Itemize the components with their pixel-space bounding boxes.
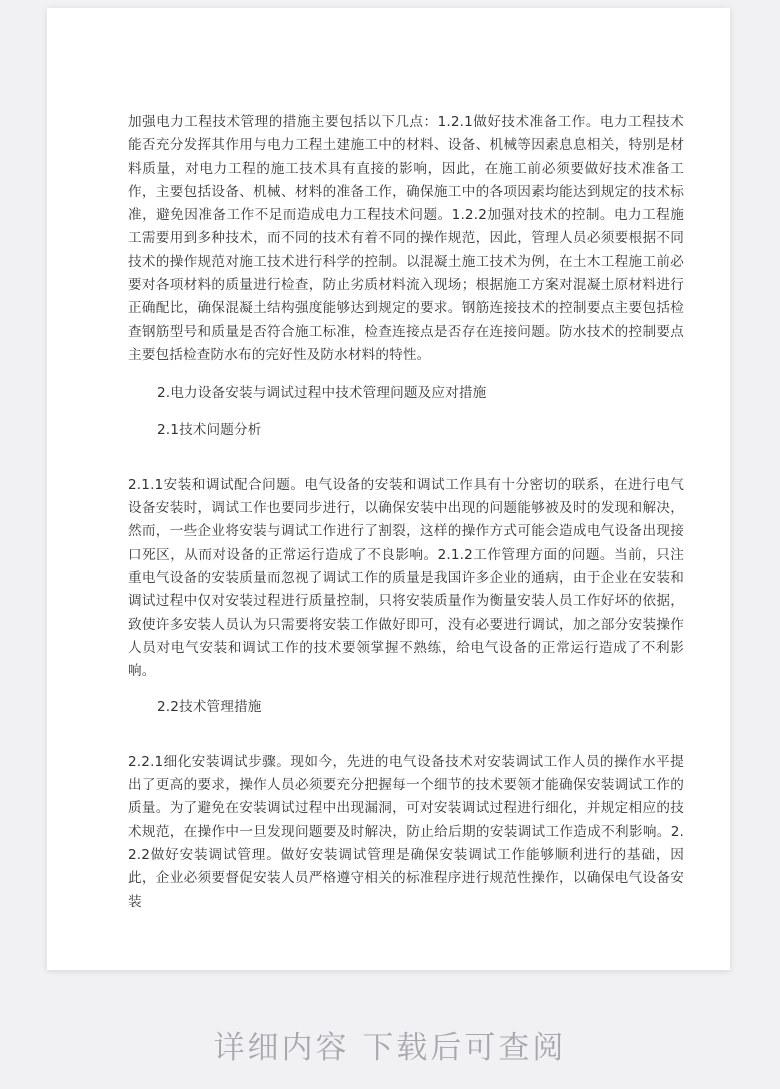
section-heading-2: 2.电力设备安装与调试过程中技术管理问题及应对措施	[157, 385, 487, 402]
paragraph-technical-measures: 加强电力工程技术管理的措施主要包括以下几点：1.2.1做好技术准备工作。电力工程技术能否充分发挥其作用与电力工程土建施工中的材料、设备、机械等因素息息相关，特别是材料质量，对电力工程的施工技术具有直接的影响，因此，在施工前必须要做好技术准备工作，主要包括设备、机械、材料的准备工作，确保施工中的各项因素均能达到规定的技术标准，避免因准备工作不足而造成电力工程技术问题。1.2.2加强对技术的控制。电力工程施工需要用到多种技术，而不同的技术有着不同的操作规范，因此，管理人员必须要根据不同技术的操作规范对施工技术进行科学的控制。以混凝土施工技术为例，在土木工程施工前必要对各项材料的质量进行检查，防止劣质材料流入现场；根据施工方案对混凝土原材料进行正确配比，确保混凝土结构强度能够达到规定的要求。钢筋连接技术的控制要点主要包括检查钢筋型号和质量是否符合施工标准，检查连接点是否存在连接问题。防水技术的控制要点主要包括检查防水布的完好性及防水材料的特性。	[128, 114, 684, 363]
paragraph-management-measures: 2.2.1细化安装调试步骤。现如今，先进的电气设备技术对安装调试工作人员的操作水平提出了更高的要求，操作人员必须要充分把握每一个细节的技术要领才能确保安装调试工作的质量。为了避免在安装调试过程中出现漏洞，可对安装调试过程进行细化，并规定相应的技术规范，在操作中一旦发现问题要及时解决，防止给后期的安装调试工作造成不利影响。2.2.2做好安装调试管理。做好安装调试管理是确保安装调试工作能够顺利进行的基础，因此，企业必须要督促安装人员严格遵守相关的标准程序进行规范性操作，以确保电气设备安装	[128, 753, 684, 910]
document-body	[128, 111, 684, 914]
paragraph-problem-analysis: 2.1.1安装和调试配合问题。电气设备的安装和调试工作具有十分密切的联系，在进行电气设备安装时，调试工作也要同步进行，以确保安装中出现的问题能够被及时的发现和解决，然而，一些企业将安装与调试工作进行了割裂，这样的操作方式可能会造成电气设备出现接口死区，从而对设备的正常运行造成了不良影响。2.1.2工作管理方面的问题。当前，只注重电气设备的安装质量而忽视了调试工作的质量是我国许多企业的通病，由于企业在安装和调试过程中仅对安装过程进行质量控制，只将安装质量作为衡量安装人员工作好坏的依据，致使许多安装人员认为只需要将安装工作做好即可，没有必要进行调试，加之部分安装操作人员对电气安装和调试工作的技术要领掌握不熟练，给电气设备的正常运行造成了不利影响。	[128, 476, 684, 680]
section-heading-2-1: 2.1技术问题分析	[157, 421, 262, 438]
download-prompt: 详细内容 下载后可查阅	[213, 1030, 567, 1066]
document-page	[47, 8, 730, 970]
section-heading-2-2: 2.2技术管理措施	[157, 698, 262, 715]
